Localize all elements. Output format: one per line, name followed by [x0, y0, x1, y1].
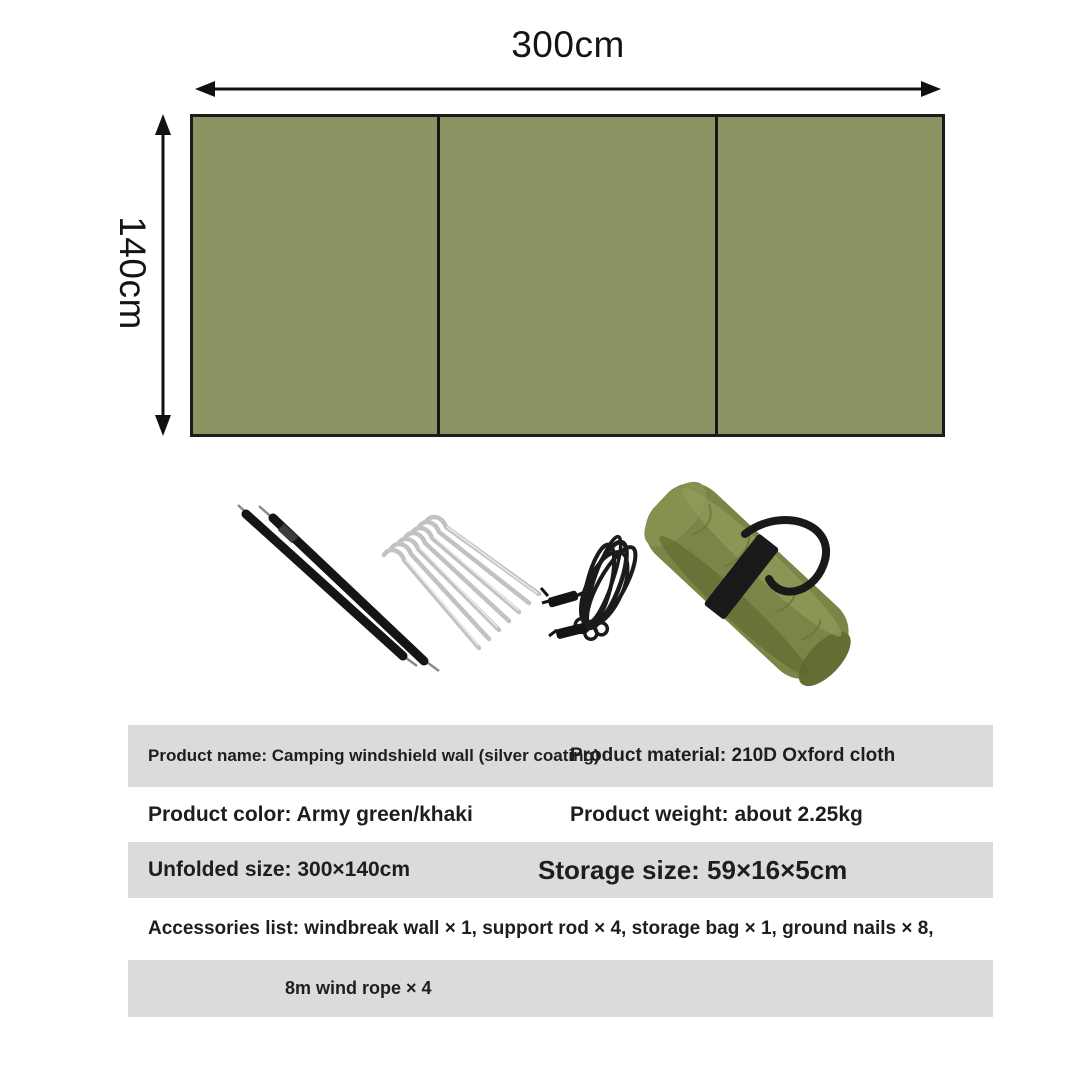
storage-bag-photo	[629, 467, 870, 701]
windshield-wall-diagram	[190, 114, 945, 437]
storage-size-value: Storage size: 59×16×5cm	[538, 854, 848, 885]
height-dimension-label: 140cm	[112, 216, 153, 330]
product-material-value: Product material: 210D Oxford cloth	[570, 745, 896, 766]
unfolded-size-value: Unfolded size: 300×140cm	[148, 858, 411, 881]
width-dimension-label: 300cm	[511, 24, 625, 65]
width-arrow	[195, 81, 941, 97]
product-weight-value: Product weight: about 2.25kg	[570, 802, 863, 826]
ground-nails-photo	[384, 517, 539, 648]
height-arrow	[155, 114, 171, 436]
accessories-list-value: Accessories list: windbreak wall × 1, support rod × 4, storage bag × 1, ground nails × 8,	[148, 918, 934, 939]
spec-row-color-weight	[128, 787, 993, 842]
accessories-photos	[0, 460, 1080, 720]
spec-row-sizes	[128, 842, 993, 898]
panel-seam-right	[715, 117, 718, 434]
product-name-value: Product name: Camping windshield wall (silver coating)	[148, 746, 600, 765]
spec-row-accessories	[128, 898, 993, 960]
spec-row-name-material	[128, 725, 993, 787]
spec-table	[128, 725, 993, 1017]
support-rods-photo	[238, 505, 439, 671]
product-color-value: Product color: Army green/khaki	[148, 802, 473, 826]
wind-rope-qty-value: 8m wind rope × 4	[285, 978, 432, 998]
spec-row-accessories-cont	[128, 960, 993, 1017]
wind-rope-photo	[541, 530, 647, 646]
panel-seam-left	[437, 117, 440, 434]
